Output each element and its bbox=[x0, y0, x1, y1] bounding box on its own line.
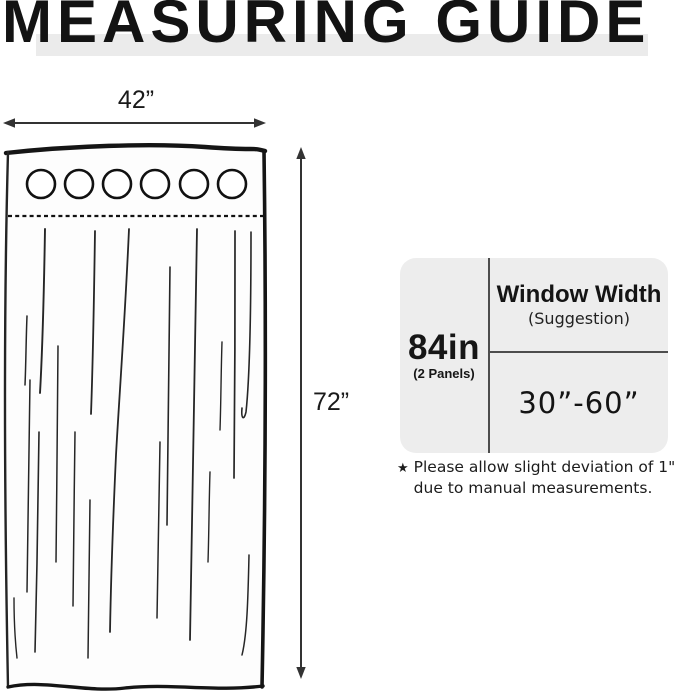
panel-size-cell bbox=[400, 258, 488, 453]
page-title: MEASURING GUIDE bbox=[2, 0, 651, 55]
grommet-circle bbox=[65, 170, 93, 198]
panel-size-value: 84in bbox=[407, 327, 481, 367]
width-range-value: 30”-60” bbox=[518, 386, 640, 420]
grommet-circle bbox=[218, 170, 246, 198]
grommet-circle bbox=[27, 170, 55, 198]
panel-count-label: (2 Panels) bbox=[413, 365, 475, 381]
width-dimension-arrow bbox=[3, 118, 266, 127]
measurement-note-text bbox=[414, 457, 676, 499]
measurement-note bbox=[397, 457, 679, 499]
arrowhead-right bbox=[254, 118, 266, 127]
curtain-panel bbox=[5, 147, 265, 689]
window-width-header: Window Width bbox=[496, 280, 662, 308]
size-table bbox=[400, 258, 668, 453]
arrowhead-down bbox=[296, 667, 305, 679]
grommet-circle bbox=[180, 170, 208, 198]
width-range-cell bbox=[490, 353, 668, 453]
arrowhead-up bbox=[296, 147, 305, 159]
width-dimension-label: 42” bbox=[117, 86, 155, 114]
height-dimension-label: 72” bbox=[313, 388, 350, 416]
grommet-circle bbox=[141, 170, 169, 198]
height-dimension-arrow bbox=[296, 147, 305, 679]
suggestion-subheader: (Suggestion) bbox=[528, 308, 630, 328]
fold-line bbox=[234, 231, 235, 478]
window-width-header-cell bbox=[490, 258, 668, 351]
note-line-2: due to manual measurements. bbox=[413, 479, 653, 497]
grommet-circle bbox=[103, 170, 131, 198]
arrowhead-left bbox=[3, 118, 15, 127]
star-icon: ★ bbox=[397, 461, 409, 476]
note-line-1: Please allow slight deviation of 1" bbox=[413, 458, 676, 476]
